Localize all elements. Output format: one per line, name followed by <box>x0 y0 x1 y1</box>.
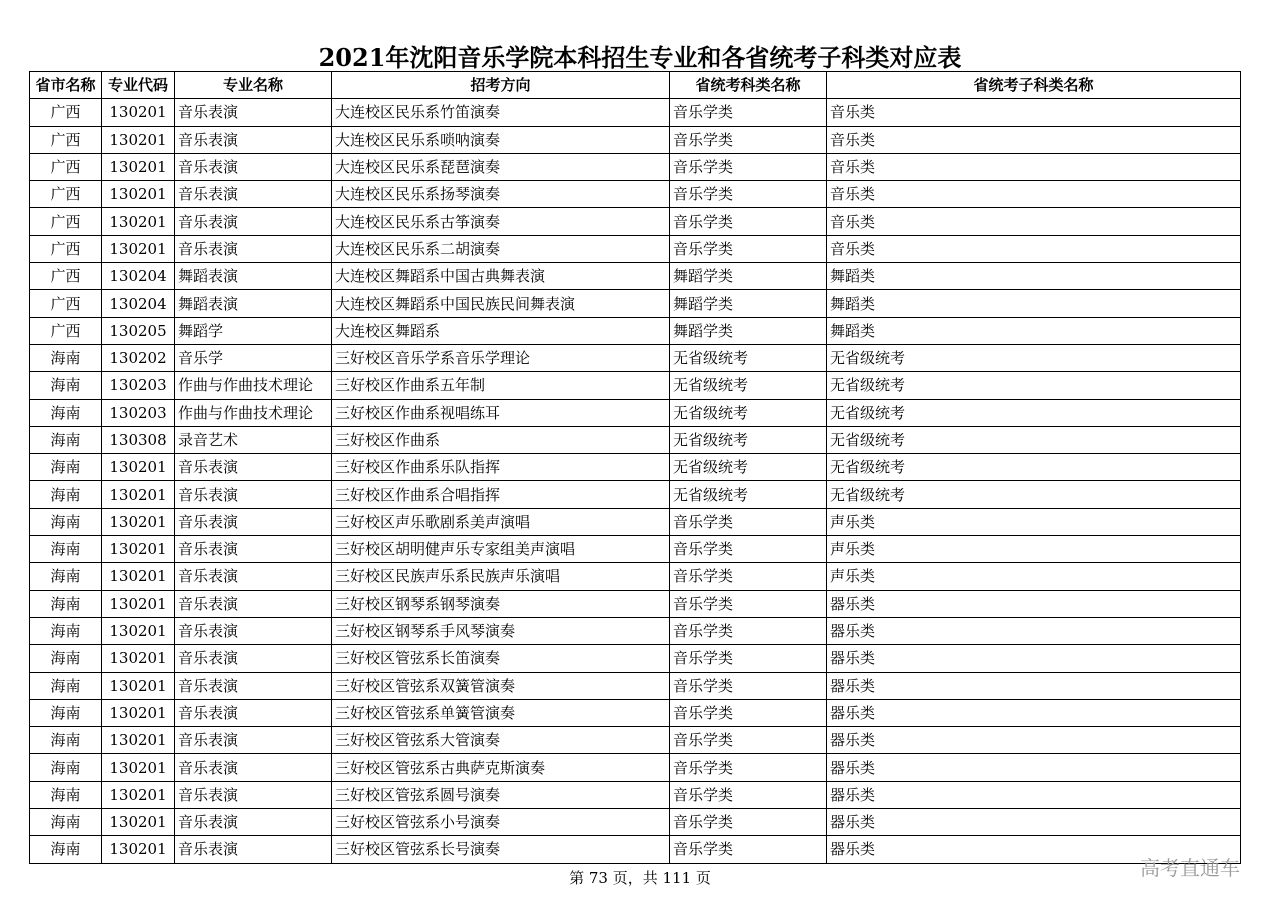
cell-subcategory: 器乐类 <box>827 672 1241 699</box>
cell-subcategory: 舞蹈类 <box>827 290 1241 317</box>
page-number: 第 73 页，共 111 页 <box>569 869 711 887</box>
cell-province: 广西 <box>30 99 102 126</box>
cell-subcategory: 器乐类 <box>827 590 1241 617</box>
cell-major-code: 130201 <box>102 563 175 590</box>
cell-major-name: 音乐表演 <box>175 508 332 535</box>
table-row <box>30 99 1241 126</box>
cell-province: 海南 <box>30 563 102 590</box>
cell-major-code: 130201 <box>102 235 175 262</box>
cell-province: 海南 <box>30 481 102 508</box>
cell-category: 音乐学类 <box>670 153 827 180</box>
cell-direction: 大连校区民乐系二胡演奏 <box>332 235 670 262</box>
table-row <box>30 181 1241 208</box>
cell-major-name: 音乐表演 <box>175 536 332 563</box>
table-header-row <box>30 72 1241 99</box>
cell-direction: 三好校区作曲系乐队指挥 <box>332 454 670 481</box>
cell-subcategory: 无省级统考 <box>827 344 1241 371</box>
cell-major-code: 130201 <box>102 672 175 699</box>
cell-subcategory: 音乐类 <box>827 99 1241 126</box>
cell-major-name: 音乐表演 <box>175 590 332 617</box>
cell-province: 广西 <box>30 263 102 290</box>
cell-category: 音乐学类 <box>670 181 827 208</box>
table-row <box>30 781 1241 808</box>
cell-major-code: 130203 <box>102 372 175 399</box>
cell-major-name: 音乐表演 <box>175 699 332 726</box>
cell-province: 海南 <box>30 617 102 644</box>
table-row <box>30 263 1241 290</box>
cell-major-code: 130201 <box>102 809 175 836</box>
cell-category: 音乐学类 <box>670 836 827 863</box>
table-row <box>30 508 1241 535</box>
cell-major-name: 音乐表演 <box>175 781 332 808</box>
cell-subcategory: 器乐类 <box>827 699 1241 726</box>
cell-major-name: 音乐表演 <box>175 153 332 180</box>
cell-category: 音乐学类 <box>670 645 827 672</box>
cell-category: 音乐学类 <box>670 699 827 726</box>
cell-direction: 三好校区管弦系圆号演奏 <box>332 781 670 808</box>
cell-direction: 三好校区管弦系双簧管演奏 <box>332 672 670 699</box>
cell-major-code: 130205 <box>102 317 175 344</box>
cell-major-name: 音乐表演 <box>175 235 332 262</box>
table-row <box>30 372 1241 399</box>
cell-province: 海南 <box>30 372 102 399</box>
cell-province: 广西 <box>30 208 102 235</box>
cell-category: 音乐学类 <box>670 809 827 836</box>
cell-province: 海南 <box>30 836 102 863</box>
cell-direction: 三好校区管弦系小号演奏 <box>332 809 670 836</box>
header-major-name: 专业名称 <box>175 72 332 99</box>
cell-major-name: 音乐表演 <box>175 617 332 644</box>
cell-subcategory: 无省级统考 <box>827 399 1241 426</box>
table-row <box>30 126 1241 153</box>
cell-direction: 三好校区民族声乐系民族声乐演唱 <box>332 563 670 590</box>
cell-province: 海南 <box>30 508 102 535</box>
cell-subcategory: 音乐类 <box>827 208 1241 235</box>
cell-major-name: 音乐表演 <box>175 836 332 863</box>
cell-subcategory: 器乐类 <box>827 645 1241 672</box>
cell-subcategory: 器乐类 <box>827 809 1241 836</box>
cell-major-code: 130201 <box>102 536 175 563</box>
cell-subcategory: 音乐类 <box>827 126 1241 153</box>
cell-direction: 三好校区管弦系长号演奏 <box>332 836 670 863</box>
cell-category: 音乐学类 <box>670 99 827 126</box>
cell-province: 海南 <box>30 809 102 836</box>
cell-subcategory: 器乐类 <box>827 617 1241 644</box>
cell-direction: 大连校区舞蹈系中国古典舞表演 <box>332 263 670 290</box>
cell-subcategory: 器乐类 <box>827 754 1241 781</box>
cell-province: 广西 <box>30 181 102 208</box>
cell-category: 音乐学类 <box>670 590 827 617</box>
cell-major-code: 130201 <box>102 754 175 781</box>
cell-major-code: 130201 <box>102 645 175 672</box>
header-category: 省统考科类名称 <box>670 72 827 99</box>
cell-subcategory: 器乐类 <box>827 727 1241 754</box>
table-row <box>30 208 1241 235</box>
cell-province: 海南 <box>30 399 102 426</box>
cell-major-code: 130202 <box>102 344 175 371</box>
table-row <box>30 426 1241 453</box>
page-title: 2021年沈阳音乐学院本科招生专业和各省统考子科类对应表 <box>318 43 962 72</box>
cell-major-code: 130201 <box>102 781 175 808</box>
cell-province: 海南 <box>30 454 102 481</box>
cell-category: 无省级统考 <box>670 344 827 371</box>
table-row <box>30 672 1241 699</box>
cell-direction: 大连校区民乐系扬琴演奏 <box>332 181 670 208</box>
cell-major-code: 130201 <box>102 153 175 180</box>
cell-province: 广西 <box>30 235 102 262</box>
cell-major-code: 130201 <box>102 181 175 208</box>
cell-category: 音乐学类 <box>670 508 827 535</box>
cell-direction: 大连校区民乐系古筝演奏 <box>332 208 670 235</box>
cell-direction: 三好校区钢琴系钢琴演奏 <box>332 590 670 617</box>
cell-province: 海南 <box>30 536 102 563</box>
table-row <box>30 617 1241 644</box>
cell-major-code: 130201 <box>102 454 175 481</box>
cell-subcategory: 舞蹈类 <box>827 317 1241 344</box>
cell-category: 舞蹈学类 <box>670 290 827 317</box>
cell-major-name: 音乐表演 <box>175 809 332 836</box>
table-row <box>30 563 1241 590</box>
cell-major-code: 130201 <box>102 481 175 508</box>
table-row <box>30 153 1241 180</box>
cell-major-name: 音乐学 <box>175 344 332 371</box>
table-row <box>30 727 1241 754</box>
cell-subcategory: 声乐类 <box>827 536 1241 563</box>
cell-major-code: 130201 <box>102 508 175 535</box>
cell-category: 无省级统考 <box>670 481 827 508</box>
cell-major-name: 音乐表演 <box>175 126 332 153</box>
cell-major-name: 音乐表演 <box>175 754 332 781</box>
cell-subcategory: 声乐类 <box>827 563 1241 590</box>
header-direction: 招考方向 <box>332 72 670 99</box>
cell-category: 无省级统考 <box>670 454 827 481</box>
cell-category: 音乐学类 <box>670 617 827 644</box>
cell-major-name: 作曲与作曲技术理论 <box>175 372 332 399</box>
cell-major-code: 130201 <box>102 208 175 235</box>
cell-subcategory: 音乐类 <box>827 235 1241 262</box>
cell-major-code: 130308 <box>102 426 175 453</box>
cell-direction: 三好校区管弦系古典萨克斯演奏 <box>332 754 670 781</box>
cell-major-code: 130201 <box>102 99 175 126</box>
table-row <box>30 399 1241 426</box>
cell-direction: 三好校区胡明健声乐专家组美声演唱 <box>332 536 670 563</box>
cell-major-code: 130201 <box>102 836 175 863</box>
cell-direction: 三好校区管弦系长笛演奏 <box>332 645 670 672</box>
cell-category: 无省级统考 <box>670 399 827 426</box>
cell-subcategory: 器乐类 <box>827 781 1241 808</box>
header-subcategory: 省统考子科类名称 <box>827 72 1241 99</box>
cell-province: 海南 <box>30 754 102 781</box>
cell-major-name: 舞蹈表演 <box>175 290 332 317</box>
watermark: 高考直通车 <box>1140 856 1240 880</box>
cell-major-name: 舞蹈学 <box>175 317 332 344</box>
cell-category: 音乐学类 <box>670 208 827 235</box>
cell-direction: 三好校区钢琴系手风琴演奏 <box>332 617 670 644</box>
cell-direction: 大连校区舞蹈系 <box>332 317 670 344</box>
table-row <box>30 809 1241 836</box>
cell-major-name: 音乐表演 <box>175 99 332 126</box>
cell-direction: 三好校区声乐歌剧系美声演唱 <box>332 508 670 535</box>
cell-province: 广西 <box>30 126 102 153</box>
cell-major-name: 音乐表演 <box>175 645 332 672</box>
table-row <box>30 317 1241 344</box>
cell-direction: 大连校区民乐系唢呐演奏 <box>332 126 670 153</box>
cell-direction: 三好校区音乐学系音乐学理论 <box>332 344 670 371</box>
cell-category: 舞蹈学类 <box>670 263 827 290</box>
cell-subcategory: 器乐类 <box>827 836 1241 863</box>
table-row <box>30 344 1241 371</box>
table-row <box>30 454 1241 481</box>
cell-major-name: 音乐表演 <box>175 208 332 235</box>
cell-category: 音乐学类 <box>670 781 827 808</box>
header-major-code: 专业代码 <box>102 72 175 99</box>
table-row <box>30 481 1241 508</box>
cell-category: 无省级统考 <box>670 372 827 399</box>
header-province: 省市名称 <box>30 72 102 99</box>
cell-major-code: 130201 <box>102 727 175 754</box>
admission-table <box>29 71 1241 864</box>
cell-province: 海南 <box>30 645 102 672</box>
cell-subcategory: 舞蹈类 <box>827 263 1241 290</box>
table-row <box>30 290 1241 317</box>
cell-province: 海南 <box>30 426 102 453</box>
cell-subcategory: 无省级统考 <box>827 454 1241 481</box>
cell-major-name: 音乐表演 <box>175 481 332 508</box>
cell-major-code: 130204 <box>102 263 175 290</box>
cell-major-code: 130201 <box>102 126 175 153</box>
cell-category: 音乐学类 <box>670 672 827 699</box>
cell-subcategory: 无省级统考 <box>827 481 1241 508</box>
table-row <box>30 699 1241 726</box>
table-row <box>30 590 1241 617</box>
cell-province: 海南 <box>30 727 102 754</box>
cell-subcategory: 音乐类 <box>827 153 1241 180</box>
cell-category: 无省级统考 <box>670 426 827 453</box>
cell-major-code: 130204 <box>102 290 175 317</box>
cell-direction: 三好校区管弦系单簧管演奏 <box>332 699 670 726</box>
cell-major-name: 作曲与作曲技术理论 <box>175 399 332 426</box>
cell-province: 广西 <box>30 153 102 180</box>
cell-category: 音乐学类 <box>670 727 827 754</box>
cell-major-name: 音乐表演 <box>175 727 332 754</box>
cell-major-name: 音乐表演 <box>175 454 332 481</box>
cell-direction: 三好校区作曲系五年制 <box>332 372 670 399</box>
cell-category: 音乐学类 <box>670 235 827 262</box>
cell-province: 海南 <box>30 344 102 371</box>
cell-province: 海南 <box>30 699 102 726</box>
table-row <box>30 235 1241 262</box>
cell-major-name: 录音艺术 <box>175 426 332 453</box>
cell-major-code: 130201 <box>102 617 175 644</box>
cell-subcategory: 声乐类 <box>827 508 1241 535</box>
cell-category: 音乐学类 <box>670 536 827 563</box>
cell-subcategory: 音乐类 <box>827 181 1241 208</box>
cell-category: 舞蹈学类 <box>670 317 827 344</box>
cell-subcategory: 无省级统考 <box>827 426 1241 453</box>
cell-major-code: 130203 <box>102 399 175 426</box>
cell-major-name: 音乐表演 <box>175 672 332 699</box>
cell-province: 海南 <box>30 590 102 617</box>
cell-direction: 三好校区作曲系 <box>332 426 670 453</box>
cell-major-code: 130201 <box>102 699 175 726</box>
cell-category: 音乐学类 <box>670 563 827 590</box>
cell-direction: 大连校区舞蹈系中国民族民间舞表演 <box>332 290 670 317</box>
table-row <box>30 645 1241 672</box>
cell-direction: 大连校区民乐系琵琶演奏 <box>332 153 670 180</box>
cell-direction: 三好校区作曲系合唱指挥 <box>332 481 670 508</box>
cell-category: 音乐学类 <box>670 126 827 153</box>
cell-major-name: 音乐表演 <box>175 563 332 590</box>
cell-major-code: 130201 <box>102 590 175 617</box>
table-body <box>30 99 1241 863</box>
table-row <box>30 836 1241 863</box>
cell-direction: 三好校区作曲系视唱练耳 <box>332 399 670 426</box>
cell-category: 音乐学类 <box>670 754 827 781</box>
cell-province: 海南 <box>30 781 102 808</box>
table-row <box>30 536 1241 563</box>
cell-subcategory: 无省级统考 <box>827 372 1241 399</box>
cell-direction: 大连校区民乐系竹笛演奏 <box>332 99 670 126</box>
cell-major-name: 舞蹈表演 <box>175 263 332 290</box>
cell-province: 海南 <box>30 672 102 699</box>
table-row <box>30 754 1241 781</box>
cell-province: 广西 <box>30 317 102 344</box>
cell-province: 广西 <box>30 290 102 317</box>
cell-direction: 三好校区管弦系大管演奏 <box>332 727 670 754</box>
cell-major-name: 音乐表演 <box>175 181 332 208</box>
